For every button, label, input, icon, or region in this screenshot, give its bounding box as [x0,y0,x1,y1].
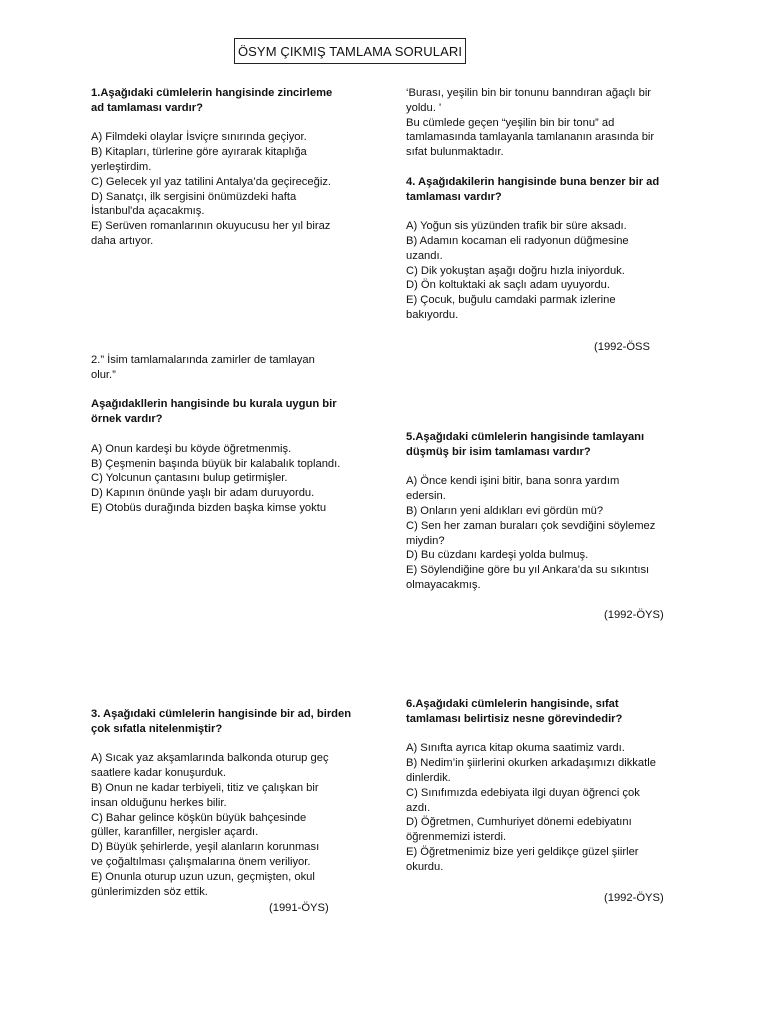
option-line: azdı. [406,801,431,814]
question-2 [91,353,340,516]
option-line: B) Çeşmenin başında büyük bir kalabalık toplandı. [91,457,341,470]
question-2-stem-line: Aşağıdakllerin hangisinde bu kurala uygun bir [91,398,337,411]
option-line: E) Otobüs durağında bizden başka kimse yoktu [91,501,327,514]
question-6-stem-line: 6.Aşağıdaki cümlelerin hangisinde, sıfat [406,698,619,710]
option-line: öğrenmemizi isterdi. [406,831,507,844]
option-line: saatlere kadar konuşurduk. [91,767,226,780]
option-line: E) Çocuk, buğulu camdaki parmak izlerine [406,294,616,307]
question-3 [91,707,351,899]
option-line: dinlerdik. [406,771,451,784]
option-line: edersin. [406,490,446,503]
question-4-source: (1992-ÖSS [594,341,650,353]
option-line: A) Filmdeki olaylar İsviçre sınırında geçiyor. [91,131,307,144]
question-5-stem-line: düşmüş bir isim tamlaması vardır? [406,445,591,458]
question-4-stem-line: 4. Aşağıdakilerin hangisinde buna benzer bir ad [406,175,660,188]
option-line: uzandı. [406,249,443,262]
question-5-stem-line: 5.Aşağıdaki cümlelerin hangisinde tamlayanı [406,431,645,443]
option-line: okurdu. [406,860,444,873]
option-line: A) Yoğun sis yüzünden trafik bir süre aksadı. [406,220,627,233]
question-4-intro-line: yoldu. ' [406,101,442,114]
option-line: ve çoğaltılması çalışmalarına önem veriliyor. [91,855,311,868]
question-2-intro-line: 2.” İsim tamlamalarında zamirler de tamlayan [91,354,315,366]
question-3-stem-line: 3. Aşağıdaki cümlelerin hangisinde bir ad, birden [91,708,352,720]
option-line: B) Onun ne kadar terbiyeli, titiz ve çalışkan bir [91,781,319,794]
option-line: bakıyordu. [406,308,459,321]
option-line: A) Sıcak yaz akşamlarında balkonda oturup geç [91,752,329,765]
option-line: E) Serüven romanlarının okuyucusu her yıl biraz [91,220,331,233]
question-2-intro-line: olur.” [91,368,116,381]
page-title: ÖSYM ÇIKMIŞ TAMLAMA SORULARI [234,38,466,64]
option-line: C) Yolcunun çantasını bulup getirmişler. [91,472,288,485]
question-1 [91,86,332,249]
option-line: C) Gelecek yıl yaz tatilini Antalya’da geçireceğiz. [91,175,332,188]
question-1-stem-line: ad tamlaması vardır? [91,101,203,114]
question-4-intro-line: Bu cümlede geçen “yeşilin bin bir tonu” ad [406,116,615,129]
option-line: C) Sınıfımızda edebiyata ilgi duyan öğrenci çok [406,786,640,799]
option-line: E) Söylendiğine göre bu yıl Ankara’da su sıkıntısı [406,564,650,577]
option-line: B) Onların yeni aldıkları evi gördün mü? [406,504,604,517]
option-line: C) Sen her zaman buraları çok sevdiğini söylemez [406,519,656,532]
question-5 [406,430,655,593]
question-6 [406,697,656,875]
question-5-source: (1992-ÖYS) [604,609,664,621]
option-line: daha artıyor. [91,234,154,247]
question-3-stem-line: çok sıfatla nitelenmiştir? [91,722,223,735]
option-line: D) Büyük şehirlerde, yeşil alanların korunması [91,841,320,854]
option-line: miydin? [406,534,445,547]
option-line: A) Önce kendi işini bitir, bana sonra yardım [406,475,620,488]
option-line: D) Bu cüzdanı kardeşi yolda bulmuş. [406,549,589,562]
option-line: A) Onun kardeşi bu köyde öğretmenmiş. [91,442,292,455]
option-line: İstanbul'da açacakmış. [91,205,205,218]
question-4-intro-line: sıfat bulunmaktadır. [406,146,504,159]
option-line: D) Sanatçı, ilk sergisini önümüzdeki hafta [91,190,297,203]
option-line: B) Nedim’in şiirlerini okurken arkadaşımızı dikkatle [406,757,656,770]
question-2-stem-line: örnek vardır? [91,413,163,426]
option-line: D) Öğretmen, Cumhuriyet dönemi edebiyatını [406,816,632,829]
question-6-stem-line: tamlaması belirtisiz nesne görevindedir? [406,712,623,725]
option-line: olmayacakmış. [406,578,481,591]
option-line: A) Sınıfta ayrıca kitap okuma saatimiz vardı. [406,742,625,755]
option-line: E) Onunla oturup uzun uzun, geçmişten, okul [91,870,315,883]
question-3-source: (1991-ÖYS) [269,902,329,914]
option-line: yerleştirdim. [91,160,152,173]
option-line: C) Bahar gelince köşkün büyük bahçesinde [91,811,307,824]
question-1-stem-line: 1.Aşağıdaki cümlelerin hangisinde zincirleme [91,87,333,99]
option-line: D) Ön koltuktaki ak saçlı adam uyuyordu. [406,279,610,292]
question-4-stem-line: tamlaması vardır? [406,190,502,203]
question-4-intro-line: tamlamasında tamlayanla tamlananın arasında bir [406,131,655,144]
option-line: B) Adamın kocaman eli radyonun düğmesine [406,234,629,247]
option-line: günlerimizden söz ettik. [91,885,208,898]
question-4 [406,86,659,323]
question-4-intro-line: ‘Burası, yeşilin bin bir tonunu banndıran ağaçlı bir [406,87,652,99]
option-line: D) Kapının önünde yaşlı bir adam duruyordu. [91,487,315,500]
option-line: E) Öğretmenimiz bize yeri geldikçe güzel şiirler [406,845,639,858]
option-line: insan olduğunu herkes bilir. [91,796,227,809]
option-line: C) Dik yokuştan aşağı doğru hızla iniyorduk. [406,264,625,277]
option-line: güller, karanfiller, nergisler açardı. [91,826,259,839]
question-6-source: (1992-ÖYS) [604,892,664,904]
option-line: B) Kitapları, türlerine göre ayırarak kitaplığa [91,146,307,159]
